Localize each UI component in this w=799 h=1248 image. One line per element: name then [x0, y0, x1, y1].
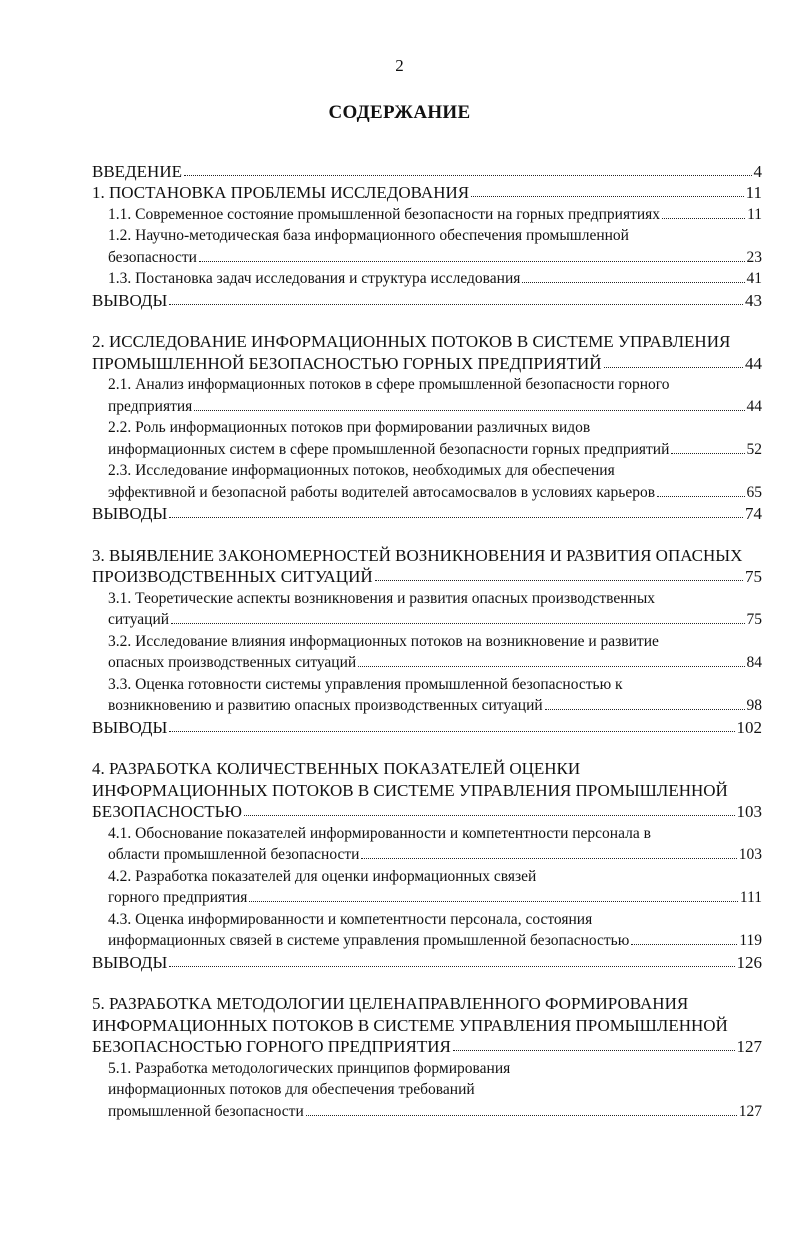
toc-entry-title: 4. РАЗРАБОТКА КОЛИЧЕСТВЕННЫХ ПОКАЗАТЕЛЕЙ ОЦЕНКИ — [92, 759, 581, 778]
dot-leader — [375, 580, 743, 581]
toc-entry-title: ИНФОРМАЦИОННЫХ ПОТОКОВ В СИСТЕМЕ УПРАВЛЕНИЯ ПРОМЫШЛЕННОЙ — [92, 1015, 728, 1035]
toc-entry-title: 5.1. Разработка методологических принципов формирования — [108, 1059, 511, 1077]
dot-leader — [171, 623, 744, 624]
toc-page-number: 52 — [746, 440, 762, 458]
dot-leader — [671, 453, 744, 454]
toc-conclusions-4 — [92, 951, 762, 973]
dot-leader — [169, 517, 743, 518]
toc-entry-title: информационных систем в сфере промышленной безопасности горных предприятий — [108, 440, 670, 458]
dot-leader — [306, 1115, 737, 1116]
dot-leader — [249, 901, 738, 902]
toc-subsection-3-3-line1 — [92, 673, 762, 695]
toc-entry-title: ВЫВОДЫ — [92, 952, 168, 972]
dot-leader — [244, 815, 735, 816]
toc-entry-title: ВЫВОДЫ — [92, 717, 168, 737]
toc-entry-title: 3.1. Теоретические аспекты возникновения и развития опасных производственных — [108, 589, 656, 607]
toc-page-number: 127 — [738, 1102, 762, 1120]
toc-subsection-4-3-line1 — [92, 908, 762, 930]
toc-entry-title: ПРОИЗВОДСТВЕННЫХ СИТУАЦИЙ — [92, 567, 373, 586]
toc-subsection-3-1-line1 — [92, 587, 762, 609]
toc-page-number: 41 — [746, 270, 762, 287]
dot-leader — [169, 966, 734, 967]
toc-subsection-4-2-line2 — [92, 887, 762, 909]
toc-page-number: 119 — [739, 932, 762, 949]
toc-subsection-5-1-line2 — [92, 1079, 762, 1101]
page-title: СОДЕРЖАНИЕ — [328, 102, 471, 123]
dot-leader — [522, 282, 744, 283]
toc-entry-title: 4.2. Разработка показателей для оценки информационных связей — [108, 867, 537, 885]
toc-page-number: 4 — [753, 161, 762, 181]
toc-entry-title: горного предприятия — [108, 889, 248, 906]
toc-section-4-line2 — [92, 779, 762, 801]
dot-leader — [471, 196, 744, 197]
toc-section-4-line3 — [92, 801, 762, 823]
toc-entry-title: ВВЕДЕНИЕ — [92, 161, 182, 181]
toc-subsection-3-2-line1 — [92, 630, 762, 652]
toc-entry-title: 2. ИССЛЕДОВАНИЕ ИНФОРМАЦИОННЫХ ПОТОКОВ В СИСТЕМЕ УПРАВЛЕНИЯ — [92, 332, 731, 351]
toc-subsection-4-3-line2 — [92, 930, 762, 952]
toc-section-3-line2 — [92, 566, 762, 588]
dot-leader — [358, 666, 744, 667]
toc-page-number: 111 — [739, 889, 762, 906]
toc-entry-title: возникновению и развитию опасных производственных ситуаций — [108, 697, 543, 714]
toc-entry-title: БЕЗОПАСНОСТЬЮ — [92, 802, 242, 821]
toc-entry-title: области промышленной безопасности — [108, 846, 360, 863]
toc-entry-title: 2.1. Анализ информационных потоков в сфере промышленной безопасности горного — [108, 376, 670, 393]
toc-entry-title: ИНФОРМАЦИОННЫХ ПОТОКОВ В СИСТЕМЕ УПРАВЛЕНИЯ ПРОМЫШЛЕННОЙ — [92, 780, 728, 800]
toc-subsection-1-2-line1 — [92, 225, 762, 247]
toc-subsection-2-3-line2 — [92, 481, 762, 503]
dot-leader — [631, 944, 737, 945]
toc-subsection-1-1 — [92, 203, 762, 225]
dot-leader — [194, 410, 744, 411]
toc-entry-title: информационных связей в системе управления промышленной безопасностью — [108, 932, 630, 949]
toc-entry-title: 4.3. Оценка информированности и компетентности персонала, состояния — [108, 910, 593, 928]
toc-page-number: 98 — [746, 697, 762, 714]
page-number: 2 — [395, 56, 404, 75]
toc-entry-title: эффективной и безопасной работы водителей автосамосвалов в условиях карьеров — [108, 483, 656, 501]
toc-page-number: 44 — [745, 353, 762, 373]
toc-section-1 — [92, 182, 762, 204]
toc-section-5-line2 — [92, 1014, 762, 1036]
toc-subsection-2-2-line2 — [92, 438, 762, 460]
toc-subsection-1-3 — [92, 268, 762, 290]
dot-leader — [662, 218, 745, 219]
toc-entry-title: ПРОМЫШЛЕННОЙ БЕЗОПАСНОСТЬЮ ГОРНЫХ ПРЕДПРИЯТИЙ — [92, 353, 602, 373]
dot-leader — [199, 261, 745, 262]
toc-page-number: 127 — [736, 1037, 762, 1056]
toc-section-5-line3 — [92, 1036, 762, 1058]
dot-leader — [361, 858, 736, 859]
toc-page-number: 103 — [736, 802, 762, 821]
dot-leader — [545, 709, 745, 710]
toc-section-5-line1 — [92, 993, 762, 1015]
toc-entry-title: ВЫВОДЫ — [92, 504, 168, 523]
toc-entry-title: 1. ПОСТАНОВКА ПРОБЛЕМЫ ИССЛЕДОВАНИЯ — [92, 183, 470, 202]
toc-entry-title: 2.2. Роль информационных потоков при формировании различных видов — [108, 419, 591, 436]
toc-page-number: 11 — [745, 183, 762, 202]
toc-subsection-5-1-line3 — [92, 1100, 762, 1122]
toc-section-2-line2 — [92, 352, 762, 374]
toc-page-number: 102 — [736, 717, 762, 737]
toc-subsection-3-2-line2 — [92, 652, 762, 674]
dot-leader — [169, 304, 743, 305]
toc-entry-title: 2.3. Исследование информационных потоков, необходимых для обеспечения — [108, 462, 615, 479]
toc-entry-title: 1.3. Постановка задач исследования и структура исследования — [108, 270, 521, 287]
table-of-contents — [92, 160, 762, 1122]
toc-subsection-4-1-line2 — [92, 844, 762, 866]
toc-entry-title: 5. РАЗРАБОТКА МЕТОДОЛОГИИ ЦЕЛЕНАПРАВЛЕННОГО ФОРМИРОВАНИЯ — [92, 994, 689, 1013]
toc-page-number: 126 — [736, 952, 762, 972]
toc-page-number: 11 — [747, 205, 762, 223]
toc-subsection-3-1-line2 — [92, 609, 762, 631]
toc-page-number: 44 — [746, 397, 762, 415]
toc-page-number: 75 — [745, 567, 762, 586]
toc-page-number: 74 — [745, 504, 762, 523]
toc-section-4-line1 — [92, 758, 762, 780]
toc-subsection-1-2-line2 — [92, 246, 762, 268]
toc-entry-title: БЕЗОПАСНОСТЬЮ ГОРНОГО ПРЕДПРИЯТИЯ — [92, 1037, 451, 1056]
toc-entry-title: 3.2. Исследование влияния информационных потоков на возникновение и развитие — [108, 632, 659, 650]
toc-entry-intro — [92, 160, 762, 182]
toc-subsection-2-1-line1 — [92, 374, 762, 396]
toc-entry-title: 4.1. Обоснование показателей информированности и компетентности персонала в — [108, 824, 651, 842]
dot-leader — [453, 1050, 735, 1051]
toc-section-2-line1 — [92, 331, 762, 353]
toc-page-number: 43 — [745, 290, 762, 310]
toc-conclusions-1 — [92, 289, 762, 311]
toc-page-number: 103 — [738, 846, 762, 863]
dot-leader — [169, 731, 734, 732]
toc-entry-title: безопасности — [108, 248, 197, 266]
toc-section-3-line1 — [92, 544, 762, 566]
toc-subsection-2-3-line1 — [92, 460, 762, 482]
toc-subsection-4-1-line1 — [92, 822, 762, 844]
toc-entry-title: опасных производственных ситуаций — [108, 654, 357, 671]
toc-entry-title: ВЫВОДЫ — [92, 290, 168, 310]
toc-subsection-4-2-line1 — [92, 865, 762, 887]
toc-conclusions-2 — [92, 503, 762, 525]
toc-entry-title: предприятия — [108, 397, 193, 415]
toc-entry-title: 1.2. Научно-методическая база информационного обеспечения промышленной — [108, 227, 629, 244]
toc-page-number: 84 — [746, 654, 762, 671]
toc-page-number: 23 — [746, 248, 762, 266]
toc-entry-title: 3.3. Оценка готовности системы управления промышленной безопасностью к — [108, 675, 623, 693]
toc-entry-title: промышленной безопасности — [108, 1102, 304, 1120]
dot-leader — [657, 496, 744, 497]
toc-page-number: 75 — [746, 611, 762, 628]
dot-leader — [604, 367, 743, 368]
toc-subsection-2-1-line2 — [92, 395, 762, 417]
toc-entry-title: ситуаций — [108, 611, 170, 628]
toc-subsection-5-1-line1 — [92, 1057, 762, 1079]
toc-subsection-2-2-line1 — [92, 417, 762, 439]
toc-entry-title: 3. ВЫЯВЛЕНИЕ ЗАКОНОМЕРНОСТЕЙ ВОЗНИКНОВЕНИЯ И РАЗВИТИЯ ОПАСНЫХ — [92, 545, 743, 565]
toc-conclusions-3 — [92, 716, 762, 738]
toc-page-number: 65 — [746, 483, 762, 501]
toc-entry-title: 1.1. Современное состояние промышленной безопасности на горных предприятиях — [108, 205, 661, 223]
dot-leader — [184, 175, 752, 176]
toc-entry-title: информационных потоков для обеспечения требований — [108, 1081, 475, 1098]
toc-subsection-3-3-line2 — [92, 695, 762, 717]
